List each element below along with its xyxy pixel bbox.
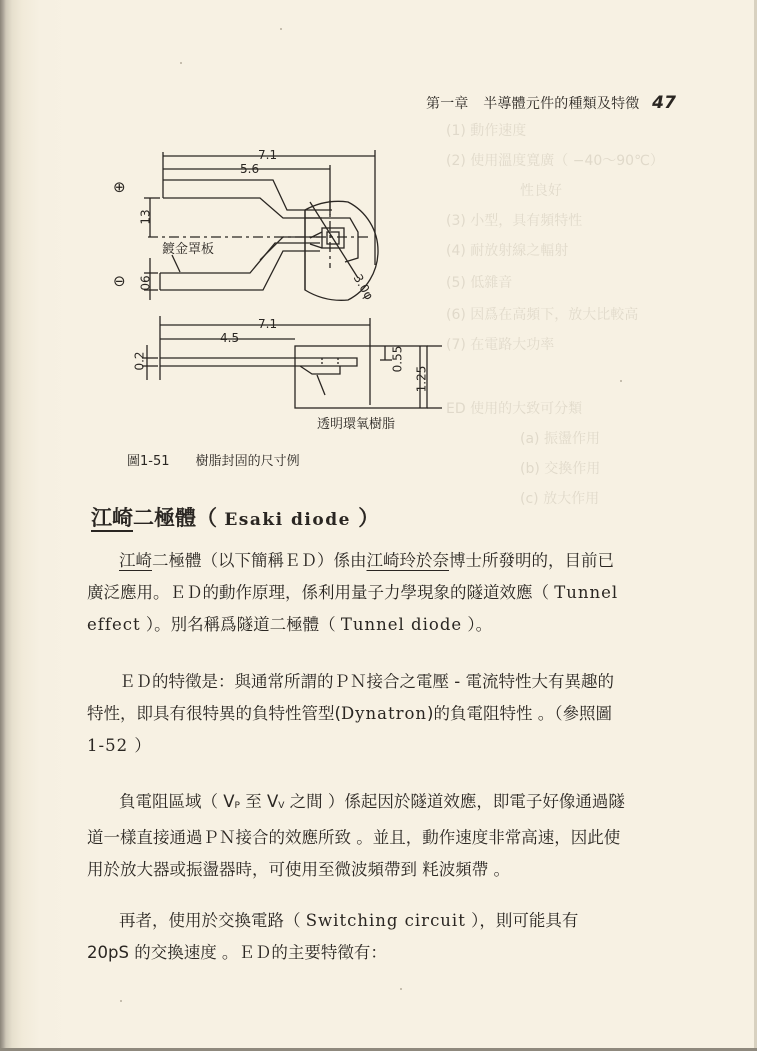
bleed-through-text: 性良好 — [520, 183, 562, 199]
paragraph-line — [87, 609, 667, 641]
en-term: Switching circuit — [305, 911, 466, 930]
dim-height: 1.25 — [414, 365, 429, 393]
paper-speck — [400, 988, 402, 990]
text-span: 特性，即具有很特異的負特性管型( — [87, 704, 341, 723]
text-span: 二極體（以下簡稱ＥＤ）係由 — [152, 551, 367, 570]
bleed-through-text: (b) 交換作用 — [520, 461, 601, 477]
text-span: )的負電阻特性 。（參照圖 — [427, 704, 612, 723]
heading-paren-close: ） — [350, 506, 380, 530]
dim-chip-offset: 0.55 — [390, 345, 405, 373]
heading-en: Esaki diode — [224, 510, 351, 530]
section-heading — [91, 502, 379, 532]
chapter-title: 半導體元件的種類及特徵 — [483, 96, 640, 112]
bleed-through-text: (7) 在電路大功率 — [446, 337, 555, 353]
text-span: 博士所發明的，目前已 — [449, 551, 614, 570]
paragraph-line: 用於放大器或振盪器時，可使用至微波頻帶到 粍波頻帶 。 — [87, 860, 510, 879]
page-number: 47 — [652, 93, 677, 113]
bleed-through-text: (a) 振盪作用 — [520, 431, 600, 447]
bleed-through-text: (6) 因爲在高頻下，放大比較高 — [446, 307, 639, 323]
heading-zh: 二極體 — [133, 506, 196, 530]
dim-total-width-top: 7.1 — [258, 148, 278, 162]
figure-number: 圖1-51 — [127, 454, 170, 469]
figure-caption — [127, 450, 300, 469]
heading-name-underlined: 江崎 — [91, 506, 133, 530]
figure-caption-text: 樹脂封固的尺寸例 — [195, 454, 300, 469]
text-span: ），則可能具有 — [465, 911, 579, 930]
dim-inner-width: 5.6 — [240, 162, 260, 176]
running-header — [426, 93, 676, 113]
text-span: 至 V — [239, 792, 279, 811]
label-transparent-epoxy: 透明環氧樹脂 — [317, 417, 396, 432]
subscript-p: P — [234, 801, 240, 811]
dim-diameter: 3.0φ — [350, 271, 377, 303]
underlined-name: 江崎 — [119, 551, 152, 570]
paper-speck — [180, 62, 182, 64]
en-term: Dynatron — [340, 704, 428, 723]
paragraph-switching — [87, 905, 667, 969]
text-span: ）。 — [462, 615, 493, 634]
paragraph-line — [87, 577, 667, 609]
bleed-through-text: (4) 耐放射線之輻射 — [446, 243, 569, 259]
paragraph-line: 道一樣直接通過ＰＮ接合的效應所致 。並且，動作速度非常高速，因此使 — [87, 828, 621, 847]
paragraph-line: 20pS 的交換速度 。ＥＤ的主要特徵有： — [87, 943, 387, 962]
dim-total-width-side: 7.1 — [258, 317, 278, 331]
text-span: 之間 ）係起因於隧道效應，即電子好像通過隧 — [284, 792, 625, 811]
minus-terminal-icon: ⊖ — [113, 272, 126, 290]
text-span: ）。別名稱爲隧道二極體（ — [140, 615, 341, 634]
chapter-number: 第一章 — [426, 96, 469, 112]
subscript-v: V — [278, 801, 285, 811]
paragraph-line: ＥＤ的特徵是：與通常所謂的ＰＮ接合之電壓 - 電流特性大有異趣的 — [119, 672, 614, 691]
paragraph-negative-resistance — [87, 786, 667, 886]
bleed-through-text: (2) 使用溫度寬廣（ −40～90℃） — [446, 153, 664, 169]
dimension-drawing — [100, 140, 460, 440]
bleed-through-text: (3) 小型，具有頻特性 — [446, 213, 583, 229]
bleed-through-text: ED 使用的大致可分類 — [446, 401, 583, 417]
paragraph-features — [87, 666, 667, 762]
plus-terminal-icon: ⊕ — [113, 178, 126, 196]
paragraph-line — [87, 786, 667, 822]
figure-resin-package-dimensions — [100, 140, 460, 440]
paragraph-line — [87, 545, 667, 577]
label-plated-plate: 鍍金罩板 — [162, 242, 215, 257]
paragraph-intro — [87, 545, 667, 641]
paper-speck — [280, 28, 282, 30]
dim-lead-thickness-side: 0.2 — [132, 351, 147, 371]
dim-lead-thickness: 06 — [138, 275, 153, 291]
bleed-through-text: (1) 動作速度 — [446, 123, 527, 139]
paragraph-line — [87, 698, 667, 730]
paragraph-line — [87, 905, 667, 937]
dim-lead-length: 4.5 — [220, 331, 240, 345]
heading-paren-open: （ — [196, 506, 225, 530]
en-term: effect — [87, 615, 141, 634]
dim-lead-spacing: 13 — [138, 209, 153, 225]
en-term: Tunnel — [554, 583, 619, 602]
bleed-through-text: (c) 放大作用 — [520, 491, 600, 507]
text-span: 廣泛應用。ＥＤ的動作原理，係利用量子力學現象的隧道效應（ — [87, 583, 555, 602]
text-span: 負電阻區域（ V — [119, 792, 235, 811]
underlined-inventor-name: 江崎玲於奈 — [366, 551, 449, 570]
en-term: Tunnel diode — [340, 615, 463, 634]
paper-speck — [620, 380, 622, 382]
bleed-through-text: (5) 低雜音 — [446, 275, 513, 291]
paper-speck — [120, 1000, 122, 1002]
paragraph-line: 1-52 ） — [87, 736, 152, 755]
text-span: 再者，使用於交換電路（ — [119, 911, 306, 930]
